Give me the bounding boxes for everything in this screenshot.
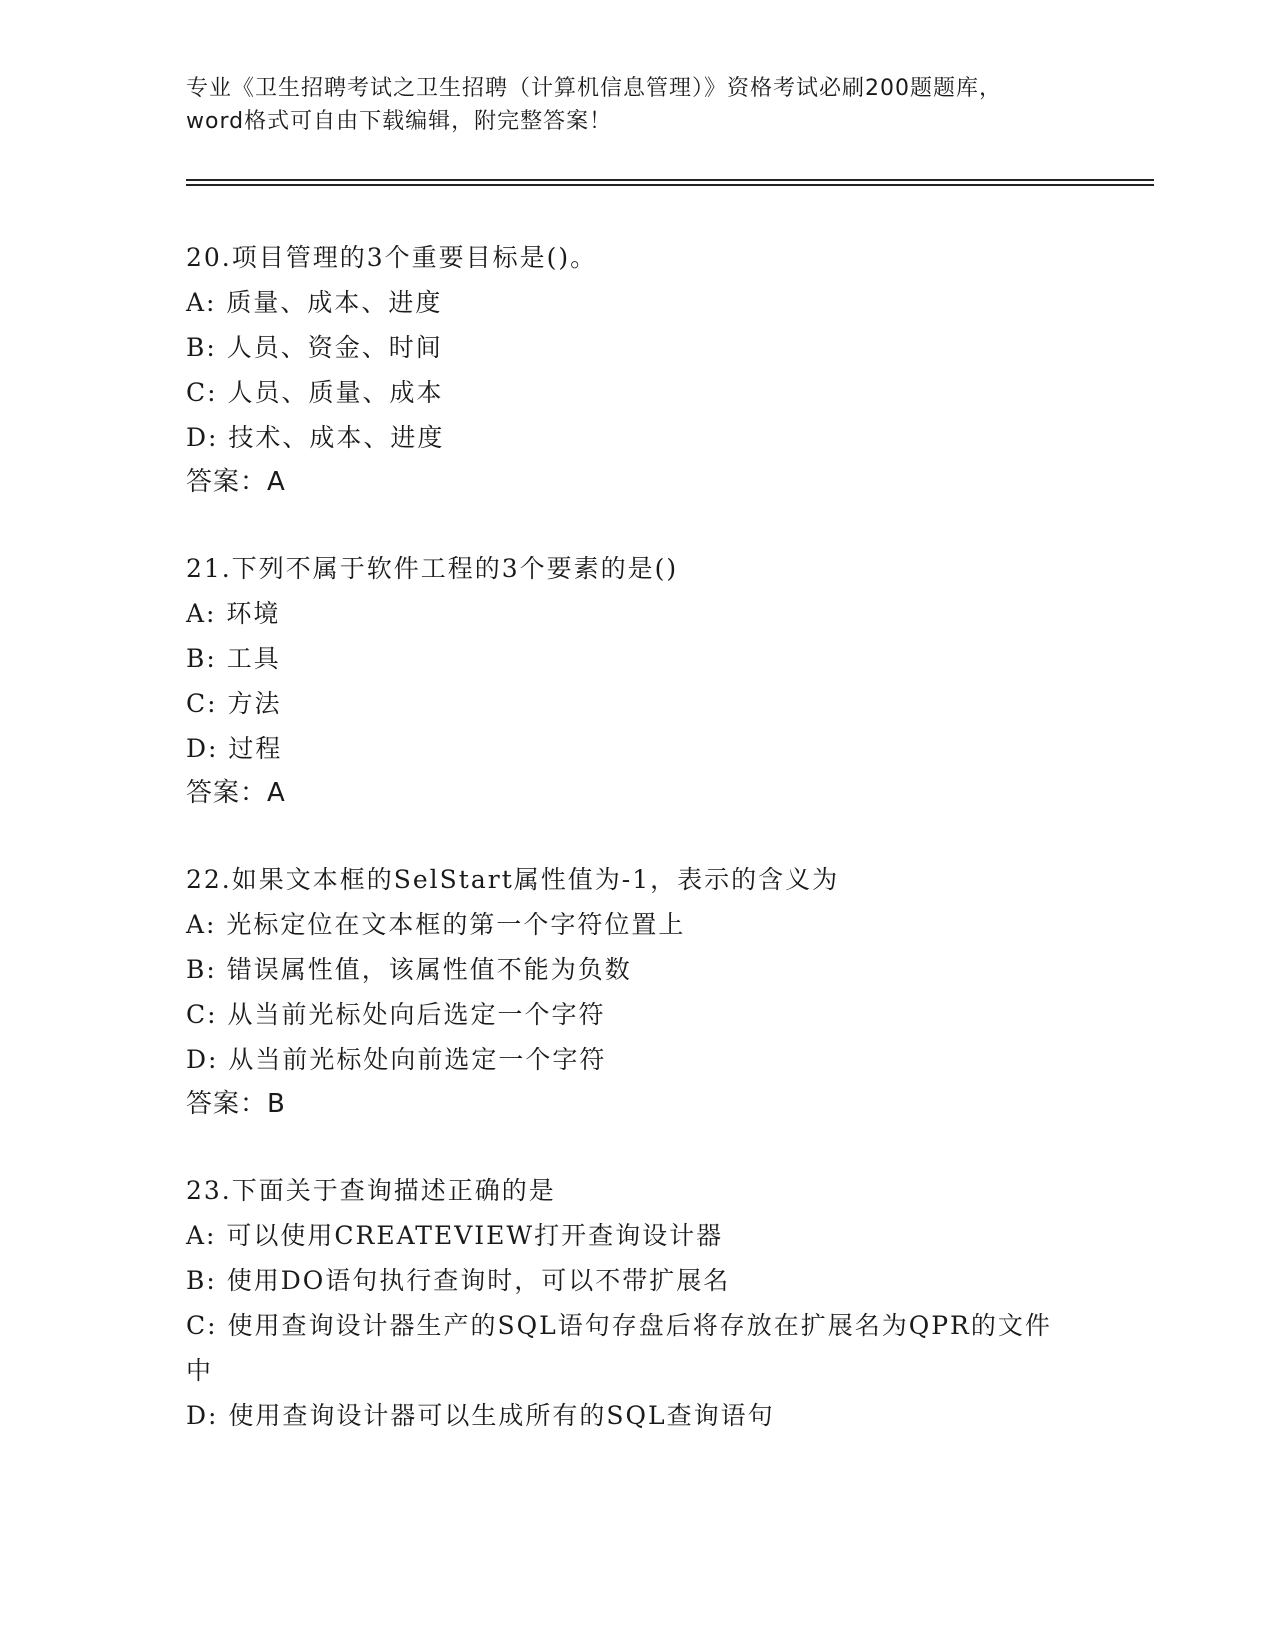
question-22 [186, 857, 1066, 1127]
option-d: D: 过程 [186, 734, 283, 763]
answer: 答案：B [186, 1089, 286, 1119]
question-list [186, 235, 1066, 1479]
option-b: B: 错误属性值，该属性值不能为负数 [186, 955, 632, 984]
header-line-1: 专业《卫生招聘考试之卫生招聘（计算机信息管理）》资格考试必刷200题题库， [186, 76, 1002, 101]
option-c: C: 人员、质量、成本 [186, 378, 444, 407]
answer: 答案：A [186, 778, 286, 808]
option-b: B: 人员、资金、时间 [186, 333, 443, 362]
answer: 答案：A [186, 467, 286, 497]
header-divider-bottom [186, 184, 1154, 186]
option-d: D: 从当前光标处向前选定一个字符 [186, 1045, 607, 1074]
question-stem: 20.项目管理的3个重要目标是()。 [186, 243, 598, 272]
option-b: B: 工具 [186, 644, 281, 673]
question-stem: 22.如果文本框的SelStart属性值为-1，表示的含义为 [186, 865, 840, 894]
question-20 [186, 235, 1066, 505]
option-a: A: 质量、成本、进度 [186, 288, 443, 317]
option-c: C: 从当前光标处向后选定一个字符 [186, 1000, 606, 1029]
option-a: A: 可以使用CREATEVIEW打开查询设计器 [186, 1221, 724, 1250]
document-header [186, 72, 1086, 138]
option-b: B: 使用DO语句执行查询时，可以不带扩展名 [186, 1266, 731, 1295]
question-23 [186, 1168, 1066, 1438]
option-d: D: 使用查询设计器可以生成所有的SQL查询语句 [186, 1401, 775, 1430]
option-a: A: 光标定位在文本框的第一个字符位置上 [186, 910, 686, 939]
option-c: C: 使用查询设计器生产的SQL语句存盘后将存放在扩展名为QPR的文件中 [186, 1311, 1052, 1385]
option-d: D: 技术、成本、进度 [186, 423, 445, 452]
question-21 [186, 546, 1066, 816]
header-divider-top [186, 179, 1154, 181]
option-a: A: 环境 [186, 599, 281, 628]
header-line-2: word格式可自由下载编辑，附完整答案！ [186, 109, 613, 134]
option-c: C: 方法 [186, 689, 282, 718]
question-stem: 23.下面关于查询描述正确的是 [186, 1176, 556, 1205]
question-stem: 21.下列不属于软件工程的3个要素的是() [186, 554, 679, 583]
